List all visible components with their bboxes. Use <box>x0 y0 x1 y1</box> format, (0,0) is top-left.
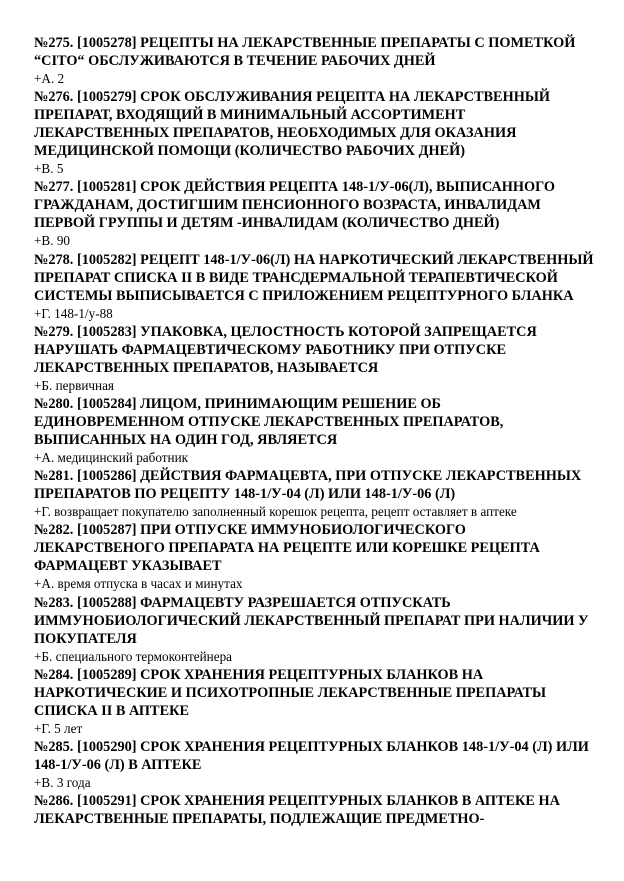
answer-280: +А. медицинский работник <box>34 450 189 466</box>
answer-283: +Б. специального термоконтейнера <box>34 648 233 664</box>
answer-279: +Б. первичная <box>34 377 115 393</box>
answer-277: +В. 90 <box>34 233 71 249</box>
answer-275: +А. 2 <box>34 71 65 86</box>
question-279: №279. [1005283] УПАКОВКА, ЦЕЛОСТНОСТЬ КОТОРОЙ ЗАПРЕЩАЕТСЯ НАРУШАТЬ ФАРМАЦЕВТИЧЕСКОМУ РАБОТНИКУ ПРИ ОТПУСКЕ ЛЕКАРСТВЕННЫХ ПРЕПАРАТОВ, НАЗЫВАЕТСЯ <box>34 323 537 376</box>
question-284: №284. [1005289] СРОК ХРАНЕНИЯ РЕЦЕПТУРНЫХ БЛАНКОВ НА НАРКОТИЧЕСКИЕ И ПСИХОТРОПНЫЕ ЛЕКАРСТВЕННЫЕ ПРЕПАРАТЫ СПИСКА II В АПТЕКЕ <box>34 666 547 719</box>
answer-284: +Г. 5 лет <box>34 720 83 736</box>
answer-282: +А. время отпуска в часах и минутах <box>34 576 243 592</box>
answer-278: +Г. 148-1/у-88 <box>34 305 113 321</box>
question-276: №276. [1005279] СРОК ОБСЛУЖИВАНИЯ РЕЦЕПТА НА ЛЕКАРСТВЕННЫЙ ПРЕПАРАТ, ВХОДЯЩИЙ В МИНИМАЛЬНЫЙ АССОРТИМЕНТ ЛЕКАРСТВЕННЫХ ПРЕПАРАТОВ, НЕОБХОДИМЫХ ДЛЯ ОКАЗАНИЯ МЕДИЦИНСКОЙ ПОМОЩИ (КОЛИЧЕСТВО РАБОЧИХ ДНЕЙ) <box>34 89 550 160</box>
question-277: №277. [1005281] СРОК ДЕЙСТВИЯ РЕЦЕПТА 148-1/У-06(Л), ВЫПИСАННОГО ГРАЖДАНАМ, ДОСТИГШИМ ПЕНСИОННОГО ВОЗРАСТА, ИНВАЛИДАМ ПЕРВОЙ ГРУППЫ И ДЕТЯМ -ИНВАЛИДАМ (КОЛИЧЕСТВО ДНЕЙ) <box>34 179 555 232</box>
question-280: №280. [1005284] ЛИЦОМ, ПРИНИМАЮЩИМ РЕШЕНИЕ ОБ ЕДИНОВРЕМЕННОМ ОТПУСКЕ ЛЕКАРСТВЕННЫХ ПРЕПАРАТОВ, ВЫПИСАННЫХ НА ОДИН ГОД, ЯВЛЯЕТСЯ <box>34 396 504 449</box>
answer-285: +В. 3 года <box>34 775 91 791</box>
document-page <box>34 34 594 828</box>
answer-276: +В. 5 <box>34 161 64 177</box>
question-285: №285. [1005290] СРОК ХРАНЕНИЯ РЕЦЕПТУРНЫХ БЛАНКОВ 148-1/У-04 (Л) ИЛИ 148-1/У-06 (Л) В АПТЕКЕ <box>34 739 589 774</box>
question-278: №278. [1005282] РЕЦЕПТ 148-1/У-06(Л) НА НАРКОТИЧЕСКИЙ ЛЕКАРСТВЕННЫЙ ПРЕПАРАТ СПИСКА II В ВИДЕ ТРАНСДЕРМАЛЬНОЙ ТЕРАПЕВТИЧЕСКОЙ СИСТЕМЫ ВЫПИСЫВАЕТСЯ С ПРИЛОЖЕНИЕМ РЕЦЕПТУРНОГО БЛАНКА <box>34 251 594 304</box>
question-282: №282. [1005287] ПРИ ОТПУСКЕ ИММУНОБИОЛОГИЧЕСКОГО ЛЕКАРСТВЕНОГО ПРЕПАРАТА НА РЕЦЕПТЕ ИЛИ КОРЕШКЕ РЕЦЕПТА ФАРМАЦЕВТ УКАЗЫВАЕТ <box>34 522 540 575</box>
question-283: №283. [1005288] ФАРМАЦЕВТУ РАЗРЕШАЕТСЯ ОТПУСКАТЬ ИММУНОБИОЛОГИЧЕСКИЙ ЛЕКАРСТВЕННЫЙ ПРЕПАРАТ ПРИ НАЛИЧИИ У ПОКУПАТЕЛЯ <box>34 594 589 647</box>
question-281: №281. [1005286] ДЕЙСТВИЯ ФАРМАЦЕВТА, ПРИ ОТПУСКЕ ЛЕКАРСТВЕННЫХ ПРЕПАРАТОВ ПО РЕЦЕПТУ 148-1/У-04 (Л) ИЛИ 148-1/У-06 (Л) <box>34 468 582 503</box>
answer-281: +Г. возвращает покупателю заполненный корешок рецепта, рецепт оставляет в аптеке <box>34 504 517 520</box>
question-275: №275. [1005278] РЕЦЕПТЫ НА ЛЕКАРСТВЕННЫЕ ПРЕПАРАТЫ С ПОМЕТКОЙ “CITO“ ОБСЛУЖИВАЮТСЯ В ТЕЧЕНИЕ РАБОЧИХ ДНЕЙ <box>34 35 576 69</box>
question-286: №286. [1005291] СРОК ХРАНЕНИЯ РЕЦЕПТУРНЫХ БЛАНКОВ В АПТЕКЕ НА ЛЕКАРСТВЕННЫЕ ПРЕПАРАТЫ, ПОДЛЕЖАЩИЕ ПРЕДМЕТНО- <box>34 793 560 828</box>
